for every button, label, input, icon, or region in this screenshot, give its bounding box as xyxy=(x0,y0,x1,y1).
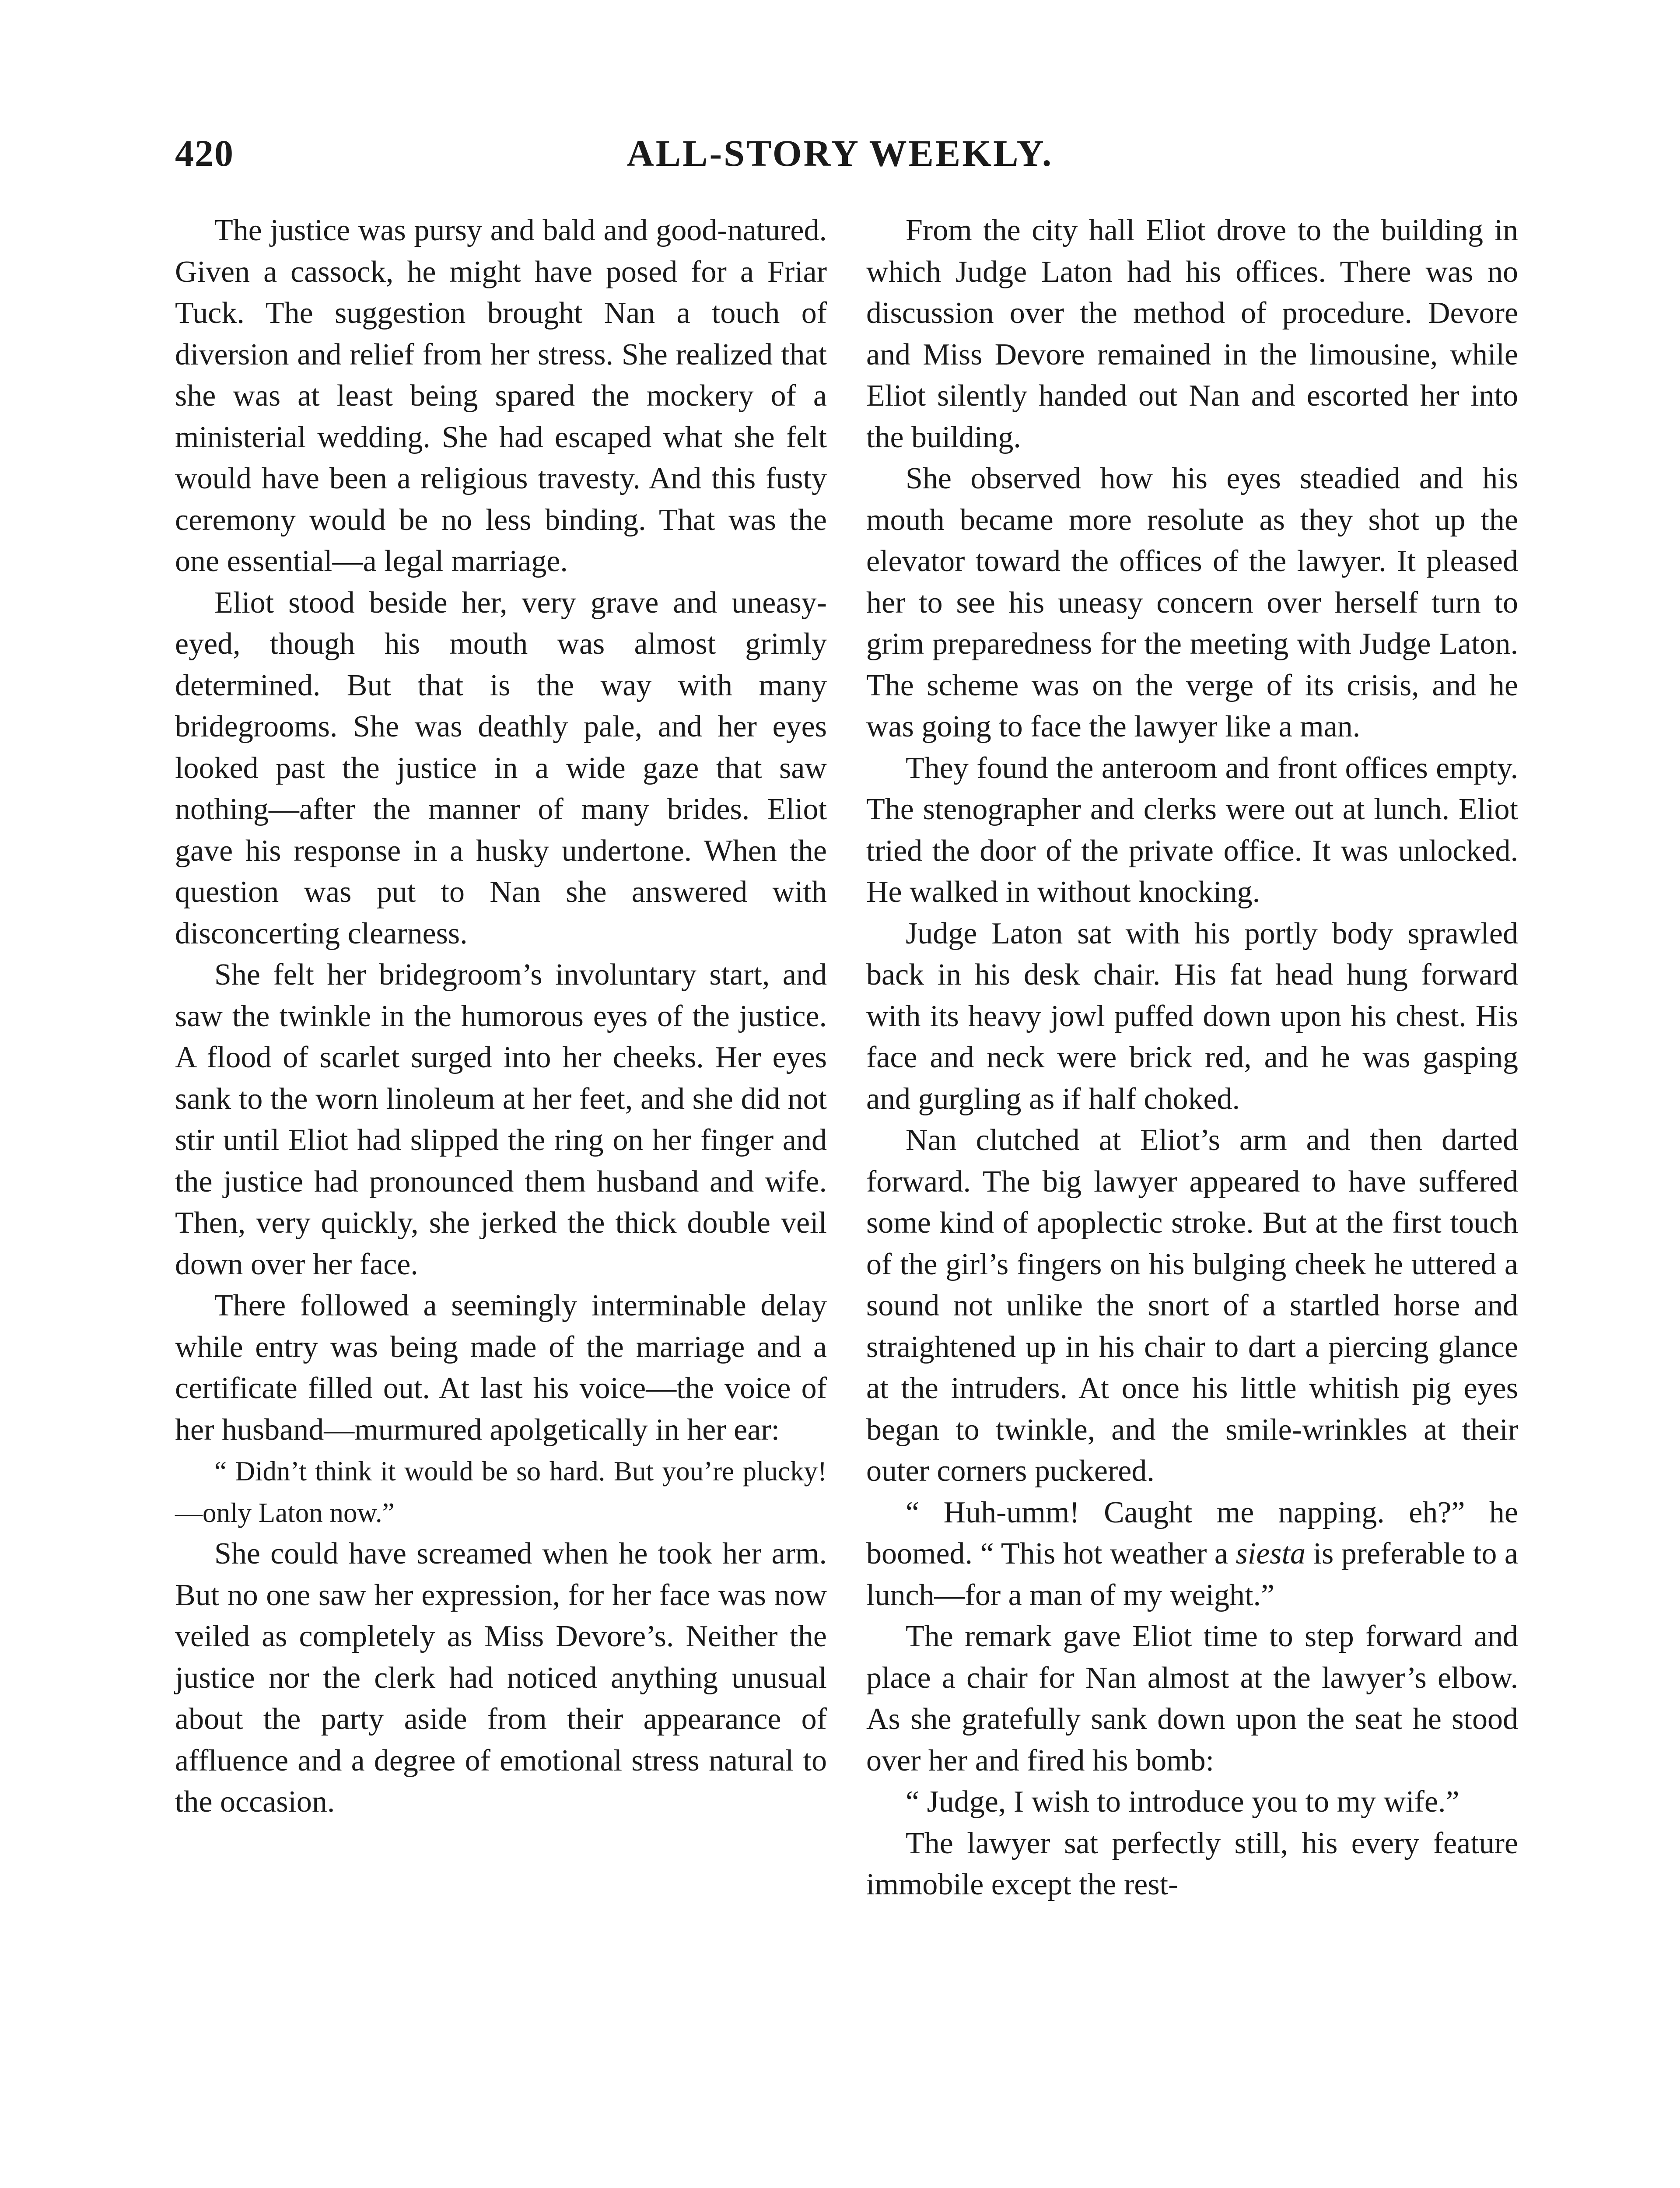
paragraph: She could have screamed when he took her arm. But no one saw her expression, for her face was now veiled as completely as Miss Devore’s. Neither the justice nor the clerk had noticed anything unusual about the party aside from their appearance of affluence and a degree of emotional stress natural to the occasion. xyxy=(175,1537,827,1819)
paragraph: There followed a seemingly interminable delay while entry was being made of the marriage and a certificate filled out. At last his voice—the voice of her husband—murmured apolgetically in her ear: xyxy=(175,1289,827,1447)
left-column xyxy=(175,210,827,1823)
quoted-dialogue: “ Didn’t think it would be so hard. But you’re plucky!—only Laton now.” xyxy=(175,1456,827,1528)
paragraph: Judge Laton sat with his portly body sprawled back in his desk chair. His fat head hung forward with its heavy jowl puffed down upon his chest. His face and neck were brick red, and he was gasping and gurgling as if half choked. xyxy=(866,916,1518,1116)
paragraph: Nan clutched at Eliot’s arm and then darted forward. The big lawyer appeared to have suffered some kind of apoplectic stroke. But at the first touch of the girl’s fingers on his bulging cheek he uttered a sound not unlike the snort of a startled horse and straightened up in his chair to dart a piercing glance at the intruders. At once his little whitish pig eyes began to twinkle, and the smile-wrinkles at their outer corners puckered. xyxy=(866,1123,1518,1488)
paragraph: The remark gave Eliot time to step forward and place a chair for Nan almost at the lawyer’s elbow. As she gratefully sank down upon the seat he stood over her and fired his bomb: xyxy=(866,1620,1518,1778)
paragraph: They found the anteroom and front offices empty. The stenographer and clerks were out at lunch. Eliot tried the door of the private office. It was unlocked. He walked in without knocking. xyxy=(866,751,1518,909)
paragraph: Eliot stood beside her, very grave and uneasy-eyed, though his mouth was almost grimly determined. But that is the way with many bridegrooms. She was deathly pale, and her eyes looked past the justice in a wide gaze that saw nothing—after the manner of many brides. Eliot gave his response in a husky undertone. When the question was put to Nan she answered with disconcerting clearness. xyxy=(175,586,827,950)
dialogue-text: is preferable to a lunch—for a man of my weight.” xyxy=(866,1537,1518,1612)
paragraph: The lawyer sat perfectly still, his every feature immobile except the rest- xyxy=(866,1826,1518,1901)
running-head: ALL-STORY WEEKLY. xyxy=(626,132,1054,174)
page-number: 420 xyxy=(175,132,234,174)
paragraph: She observed how his eyes steadied and his mouth became more resolute as they shot up the elevator toward the offices of the lawyer. It pleased her to see his uneasy concern over herself turn to grim preparedness for the meeting with Judge Laton. The scheme was on the verge of its crisis, and he was going to face the lawyer like a man. xyxy=(866,462,1518,743)
paragraph: From the city hall Eliot drove to the building in which Judge Laton had his offices. There was no discussion over the method of procedure. Devore and Miss Devore remained in the limousine, while Eliot silently handed out Nan and escorted her into the building. xyxy=(866,214,1518,454)
quoted-dialogue: “ Judge, I wish to introduce you to my wife.” xyxy=(906,1785,1460,1819)
paragraph: She felt her bridegroom’s involuntary start, and saw the twinkle in the humorous eyes of the justice. A flood of scarlet surged into her cheeks. Her eyes sank to the worn linoleum at her feet, and she did not stir until Eliot had slipped the ring on her finger and the justice had pronounced them husband and wife. Then, very quickly, she jerked the thick double veil down over her face. xyxy=(175,958,827,1281)
italic-word: siesta xyxy=(1236,1537,1306,1571)
paragraph: The justice was pursy and bald and good-natured. Given a cassock, he might have posed for a Friar Tuck. The suggestion brought Nan a touch of diversion and relief from her stress. She realized that she was at least being spared the mockery of a ministerial wedding. She had escaped what she felt would have been a religious travesty. And this fusty ceremony would be no less binding. That was the one essential—a legal marriage. xyxy=(175,214,827,578)
dialogue-text: “ Huh-umm! Caught me napping. eh?” he boomed. “ This hot weather a xyxy=(866,1495,1518,1571)
right-column xyxy=(866,210,1518,1906)
quoted-dialogue xyxy=(866,1492,1518,1616)
